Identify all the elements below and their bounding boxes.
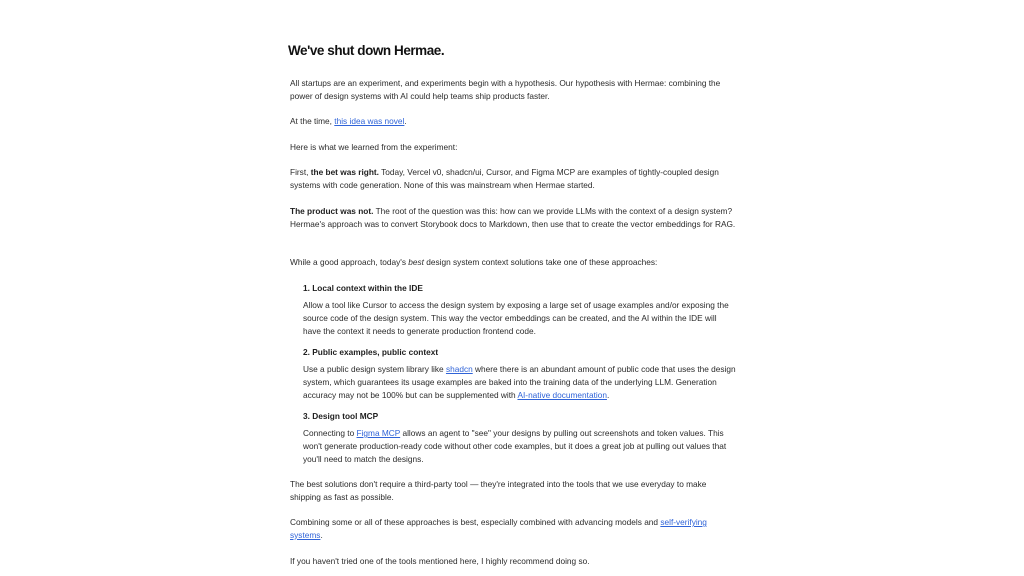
at-the-time-suffix: . [404, 116, 407, 126]
section-1-body [303, 299, 736, 337]
section-3-heading: 3. Design tool MCP [303, 411, 379, 421]
final-text: If you haven't tried one of the tools mentioned here, I highly recommend doing so. [290, 556, 590, 566]
best-solutions-text: The best solutions don't require a third-party tool — they're integrated into the tools that we use everyday to make shipping as fast as possible. [290, 479, 707, 502]
combining-suffix: . [320, 529, 323, 540]
section-1-text: Allow a tool like Cursor to access the design system by exposing a large set of usage examples and/or exposing the source code of the design system. This way the vector embeddings can be created, and the AI within the IDE will have the context it needs to generate production frontend code. [303, 300, 729, 336]
intro-text: All startups are an experiment, and experiments begin with a hypothesis. Our hypothesis with Hermae: combining the power of design systems with AI could help teams ship products faster. [290, 78, 721, 101]
product-paragraph [290, 205, 736, 231]
bet-was-right-bold: the bet was right. [310, 167, 379, 177]
shadcn-link[interactable]: shadcn [445, 364, 473, 374]
learned-text: Here is what we learned from the experiment: [290, 142, 458, 152]
section-2-heading: 2. Public examples, public context [303, 347, 439, 357]
idea-novel-link[interactable]: this idea was novel [334, 116, 405, 126]
best-italic: best [408, 257, 424, 267]
section-2-body [303, 363, 736, 401]
page-title: We've shut down Hermae. [288, 43, 445, 58]
learned-paragraph [290, 141, 736, 154]
first-paragraph [290, 166, 736, 192]
section-2-suffix: . [606, 389, 610, 400]
approaches-suffix: design system context solutions take one of these approaches: [423, 257, 658, 267]
approaches-prefix: While a good approach, today's [290, 257, 409, 267]
figma-mcp-link[interactable]: Figma MCP [356, 428, 401, 438]
product-rest: The root of the question was this: how can we provide LLMs with the context of a design system? Hermae's approach was to convert Storybook docs to Markdown, then use that to create the vector embeddings for RAG. [290, 206, 736, 229]
at-the-time-prefix: At the time, [290, 116, 335, 126]
first-rest: Today, Vercel v0, shadcn/ui, Cursor, and Figma MCP are examples of tightly-coupled design systems with code generation. None of this was mainstream when Hermae started. [290, 167, 719, 190]
best-solutions-paragraph [290, 478, 736, 504]
section-3-body [303, 427, 736, 465]
self-verifying-systems-link[interactable]: self-verifying systems [290, 517, 707, 540]
section-1-heading: 1. Local context within the IDE [303, 283, 423, 293]
combining-paragraph [290, 516, 736, 542]
approaches-paragraph [290, 256, 736, 269]
first-prefix: First, [290, 167, 311, 177]
section-2-mid: where there is an abundant amount of public code that uses the design system, which guarantees its usage examples are baked into the training data of the underlying LLM. Generation accuracy may not be 100% but can be supplemented with [303, 364, 736, 400]
section-3-prefix: Connecting to [303, 428, 357, 438]
product-was-not-bold: The product was not. [290, 206, 374, 216]
final-paragraph [290, 555, 736, 568]
at-the-time-paragraph [290, 115, 736, 128]
combining-prefix: Combining some or all of these approaches is best, especially combined with advancing models and [290, 517, 661, 527]
section-3-rest: allows an agent to "see" your designs by pulling out screenshots and token values. This won't generate production-ready code without other code examples, but it does a great job at pulling out values that you'll need to match the designs. [303, 428, 727, 464]
section-2-prefix: Use a public design system library like [303, 364, 446, 374]
ai-native-documentation-link[interactable]: AI-native documentation [517, 389, 607, 400]
intro-paragraph [290, 77, 736, 103]
